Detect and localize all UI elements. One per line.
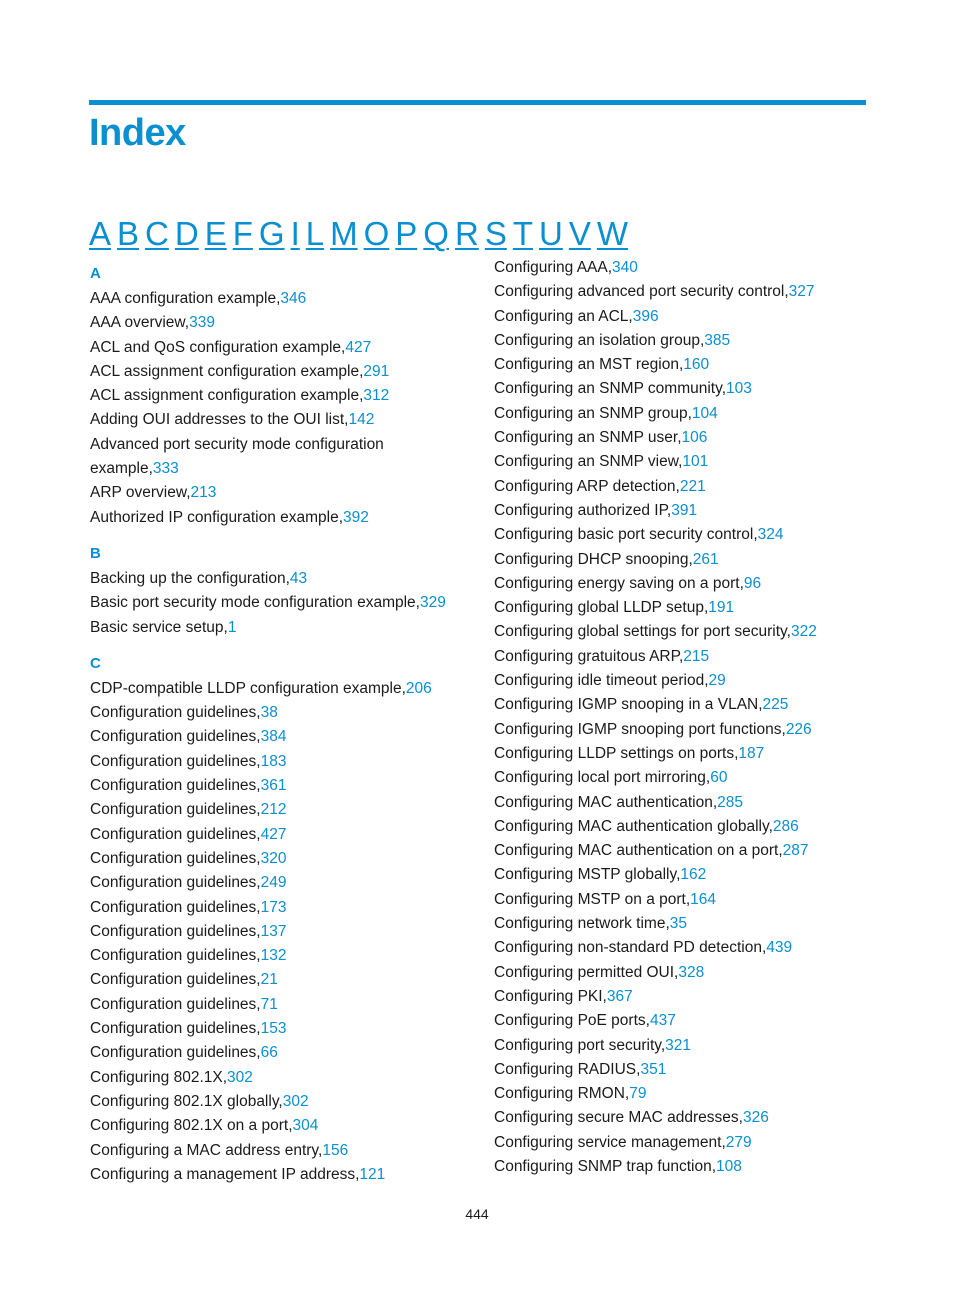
- entry-page-link[interactable]: 164: [690, 890, 717, 908]
- index-entry: [494, 280, 874, 304]
- index-entry: [90, 847, 470, 871]
- title-rule: [89, 100, 866, 105]
- entry-text: Basic port security mode configuration example,: [90, 594, 420, 612]
- index-entry: [90, 1114, 470, 1138]
- entry-page-link[interactable]: 156: [322, 1141, 349, 1159]
- index-entry: [90, 896, 470, 920]
- entry-text: Configuring an ACL,: [494, 307, 633, 325]
- entry-page-link[interactable]: 339: [189, 314, 215, 332]
- entry-page-link[interactable]: 437: [649, 1012, 676, 1030]
- entry-text: Configuring MSTP globally,: [494, 866, 681, 884]
- index-entry: [90, 408, 470, 432]
- entry-page-link[interactable]: 132: [260, 947, 287, 965]
- alpha-link-b[interactable]: B: [117, 215, 140, 252]
- index-entry: [494, 839, 874, 863]
- index-entry: [494, 669, 874, 693]
- entry-text: Configuring a MAC address entry,: [90, 1141, 323, 1159]
- entry-page-link[interactable]: 212: [260, 801, 287, 819]
- entry-page-link[interactable]: 439: [766, 939, 793, 957]
- entry-text: Configuring global LLDP setup,: [494, 599, 709, 617]
- entry-page-link[interactable]: 221: [679, 477, 706, 495]
- entry-text: Configuring idle timeout period,: [494, 672, 709, 690]
- entry-text: Adding OUI addresses to the OUI list,: [90, 411, 349, 429]
- entry-text: Configuring 802.1X globally,: [90, 1092, 283, 1110]
- entry-text: Configuring a management IP address,: [90, 1165, 360, 1183]
- entry-text: Configuring basic port security control,: [494, 526, 758, 544]
- entry-page-link[interactable]: 142: [348, 411, 375, 429]
- index-entry: [494, 596, 874, 620]
- entry-page-link[interactable]: 392: [343, 508, 369, 526]
- index-entry: [90, 944, 470, 968]
- alpha-link-c[interactable]: C: [145, 215, 169, 252]
- entry-text: ACL assignment configuration example,: [90, 362, 364, 380]
- entry-text: CDP-compatible LLDP configuration example,: [90, 679, 406, 697]
- entry-text: Configuring PKI,: [494, 987, 607, 1005]
- index-entry: [494, 1131, 874, 1155]
- entry-page-link[interactable]: 183: [260, 752, 287, 770]
- entry-page-link[interactable]: 286: [772, 817, 799, 835]
- index-entry: [494, 475, 874, 499]
- index-entry: [90, 1090, 470, 1114]
- entry-text: Configuring MAC authentication globally,: [494, 817, 773, 835]
- entry-page-link[interactable]: 361: [260, 777, 287, 795]
- page-number: 444: [465, 1206, 489, 1222]
- index-entry: [494, 985, 874, 1009]
- entry-page-link[interactable]: 103: [726, 380, 752, 398]
- entry-page-link[interactable]: 346: [280, 290, 307, 307]
- entry-page-link[interactable]: 302: [282, 1092, 309, 1110]
- entry-text: Basic service setup,: [90, 618, 228, 636]
- entry-text: Configuration guidelines,: [90, 874, 261, 892]
- entry-page-link[interactable]: 328: [678, 963, 705, 981]
- index-entry: [90, 360, 470, 384]
- entry-text: Configuring MAC authentication on a port,: [494, 842, 783, 860]
- alpha-link-d[interactable]: D: [174, 215, 199, 252]
- entry-text: Configuring RMON,: [494, 1085, 630, 1103]
- index-entry: [494, 1009, 874, 1033]
- index-entry: [494, 353, 874, 377]
- entry-text: Configuring an SNMP user,: [494, 429, 682, 447]
- entry-page-link[interactable]: 324: [757, 526, 784, 544]
- entry-page-link[interactable]: 329: [419, 594, 446, 612]
- entry-text: Configuration guidelines,: [90, 995, 261, 1013]
- entry-text: Configuration guidelines,: [90, 849, 261, 867]
- entry-page-link[interactable]: 351: [640, 1060, 667, 1078]
- entry-page-link[interactable]: 384: [260, 728, 287, 746]
- index-entry: [90, 287, 470, 311]
- alpha-link-e[interactable]: E: [204, 215, 227, 252]
- alpha-link-u[interactable]: U: [539, 215, 563, 252]
- index-entry: [90, 311, 470, 335]
- index-entry: [494, 863, 874, 887]
- index-entry: [494, 377, 874, 401]
- index-entry: [90, 750, 470, 774]
- index-entry: [494, 256, 874, 280]
- entry-text: Configuring SNMP trap function,: [494, 1157, 716, 1175]
- entry-text: Configuring ARP detection,: [494, 477, 680, 495]
- index-entry: [494, 1082, 874, 1106]
- entry-page-link[interactable]: 106: [681, 429, 708, 447]
- entry-text: Configuring gratuitous ARP,: [494, 647, 684, 665]
- index-entry: [494, 572, 874, 596]
- entry-page-link[interactable]: 66: [260, 1044, 278, 1062]
- entry-page-link[interactable]: 29: [708, 672, 726, 690]
- entry-page-link[interactable]: 21: [260, 971, 278, 989]
- index-entry: [494, 329, 874, 353]
- entry-text: Configuring DHCP snooping,: [494, 550, 693, 568]
- entry-text: Configuration guidelines,: [90, 752, 261, 770]
- entry-page-link[interactable]: 213: [190, 484, 217, 502]
- index-entry: [494, 936, 874, 960]
- entry-text: Configuration guidelines,: [90, 728, 261, 746]
- entry-text: ACL and QoS configuration example,: [90, 338, 346, 356]
- alpha-link-r[interactable]: R: [454, 215, 479, 252]
- index-entry: [90, 433, 470, 482]
- entry-page-link[interactable]: 396: [632, 307, 659, 325]
- alpha-link-s[interactable]: S: [484, 215, 507, 252]
- entry-text: Authorized IP configuration example,: [90, 508, 344, 526]
- entry-text: Configuration guidelines,: [90, 825, 261, 843]
- entry-page-link[interactable]: 291: [363, 362, 390, 380]
- entry-text: Configuring IGMP snooping port functions,: [494, 720, 786, 738]
- entry-page-link[interactable]: 191: [708, 599, 735, 617]
- entry-text: Configuring AAA,: [494, 259, 613, 276]
- index-entry: [90, 823, 470, 847]
- index-entry: [494, 305, 874, 329]
- entry-text: Configuring secure MAC addresses,: [494, 1109, 743, 1127]
- entry-text: AAA configuration example,: [90, 290, 281, 307]
- index-entry: [494, 645, 874, 669]
- entry-text: Configuration guidelines,: [90, 971, 261, 989]
- index-entry: [494, 791, 874, 815]
- entry-page-link[interactable]: 71: [260, 995, 278, 1013]
- entry-text: Configuring 802.1X on a port,: [90, 1117, 293, 1135]
- entry-page-link[interactable]: 162: [680, 866, 707, 884]
- page-title: Index: [89, 112, 186, 154]
- index-entry: [494, 718, 874, 742]
- index-left-column: [90, 256, 470, 1187]
- entry-page-link[interactable]: 391: [671, 501, 698, 519]
- alpha-link-a[interactable]: A: [89, 215, 112, 252]
- index-entry: [90, 920, 470, 944]
- index-entry: [494, 888, 874, 912]
- index-entry: [494, 1034, 874, 1058]
- entry-page-link[interactable]: 427: [260, 825, 287, 843]
- entry-page-link[interactable]: 326: [742, 1109, 769, 1127]
- entry-text: Configuring port security,: [494, 1036, 666, 1054]
- entry-page-link[interactable]: 249: [260, 874, 287, 892]
- entry-text: Configuration guidelines,: [90, 1020, 261, 1038]
- index-entry: [90, 1041, 470, 1065]
- index-entry: [494, 402, 874, 426]
- entry-text: Configuring local port mirroring,: [494, 769, 711, 787]
- entry-page-link[interactable]: 160: [683, 356, 710, 374]
- entry-text: Configuration guidelines,: [90, 801, 261, 819]
- entry-page-link[interactable]: 340: [612, 259, 638, 276]
- section-letter: A: [90, 265, 101, 282]
- entry-page-link[interactable]: 38: [260, 704, 278, 722]
- index-entry: [494, 426, 874, 450]
- alpha-link-t[interactable]: T: [512, 215, 533, 252]
- alphabet-nav: [89, 214, 634, 254]
- entry-text: ARP overview,: [90, 484, 191, 502]
- entry-page-link[interactable]: 285: [717, 793, 744, 811]
- entry-page-link[interactable]: 101: [682, 453, 709, 471]
- entry-text: Configuring non-standard PD detection,: [494, 939, 767, 957]
- entry-page-link[interactable]: 322: [790, 623, 817, 641]
- entry-page-link[interactable]: 60: [710, 769, 728, 787]
- entry-page-link[interactable]: 304: [292, 1117, 319, 1135]
- index-entry: [90, 871, 470, 895]
- entry-page-link[interactable]: 206: [405, 679, 432, 697]
- alpha-link-m[interactable]: M: [330, 215, 358, 252]
- entry-text: Configuration guidelines,: [90, 777, 261, 795]
- alpha-link-o[interactable]: O: [363, 215, 390, 252]
- entry-page-link[interactable]: 173: [260, 898, 287, 916]
- entry-page-link[interactable]: 287: [782, 842, 809, 860]
- index-entry: [90, 701, 470, 725]
- entry-text: Configuration guidelines,: [90, 947, 261, 965]
- entry-page-link[interactable]: 153: [260, 1020, 287, 1038]
- index-entry: [90, 481, 470, 505]
- entry-text: Configuring MSTP on a port,: [494, 890, 691, 908]
- alpha-link-q[interactable]: Q: [423, 215, 449, 252]
- entry-text: Configuration guidelines,: [90, 704, 261, 722]
- entry-page-link[interactable]: 121: [359, 1165, 386, 1183]
- entry-page-link[interactable]: 226: [785, 720, 812, 738]
- index-entry: [90, 993, 470, 1017]
- entry-page-link[interactable]: 427: [345, 338, 372, 356]
- entry-page-link[interactable]: 333: [152, 460, 179, 478]
- entry-text: Configuring an MST region,: [494, 356, 684, 374]
- index-entry: [90, 1017, 470, 1041]
- entry-text: Advanced port security mode configuration example,: [90, 435, 384, 478]
- entry-page-link[interactable]: 302: [227, 1068, 253, 1086]
- index-entry: [90, 677, 470, 701]
- index-entry: [494, 815, 874, 839]
- index-entry: [494, 450, 874, 474]
- entry-page-link[interactable]: 215: [683, 647, 710, 665]
- index-entry: [90, 1139, 470, 1163]
- index-entry: [494, 1058, 874, 1082]
- entry-text: ACL assignment configuration example,: [90, 387, 364, 405]
- index-entry: [90, 1163, 470, 1187]
- entry-text: Configuring PoE ports,: [494, 1012, 650, 1030]
- entry-text: Configuring an isolation group,: [494, 331, 705, 349]
- entry-text: Configuring network time,: [494, 915, 670, 933]
- entry-page-link[interactable]: 35: [669, 915, 687, 933]
- index-entry: [494, 1155, 874, 1179]
- entry-page-link[interactable]: 385: [704, 331, 731, 349]
- entry-text: Configuring 802.1X,: [90, 1068, 228, 1086]
- entry-page-link[interactable]: 104: [691, 404, 718, 422]
- index-entry: [494, 523, 874, 547]
- entry-page-link[interactable]: 261: [692, 550, 719, 568]
- section-letter: B: [90, 544, 101, 562]
- entry-text: Configuring authorized IP,: [494, 501, 672, 519]
- entry-text: Configuring an SNMP community,: [494, 380, 727, 398]
- entry-page-link[interactable]: 225: [762, 696, 789, 714]
- entry-page-link[interactable]: 279: [725, 1133, 752, 1151]
- alpha-link-f[interactable]: F: [232, 215, 253, 252]
- index-entry: [90, 384, 470, 408]
- index-entry: [90, 798, 470, 822]
- index-entry: [494, 1106, 874, 1130]
- index-entry: [494, 548, 874, 572]
- index-entry: [494, 693, 874, 717]
- index-entry: [90, 336, 470, 360]
- index-entry: [90, 968, 470, 992]
- alpha-link-l[interactable]: L: [305, 215, 325, 252]
- index-entry: [494, 961, 874, 985]
- entry-page-link[interactable]: 43: [289, 569, 308, 587]
- entry-page-link[interactable]: 187: [738, 744, 765, 762]
- entry-page-link[interactable]: 137: [260, 922, 287, 940]
- alpha-link-g[interactable]: G: [258, 215, 285, 252]
- entry-page-link[interactable]: 327: [788, 283, 815, 301]
- index-entry: [494, 742, 874, 766]
- entry-text: Configuring advanced port security control,: [494, 283, 789, 301]
- entry-text: Configuration guidelines,: [90, 922, 261, 940]
- entry-text: AAA overview,: [90, 314, 190, 332]
- entry-page-link[interactable]: 312: [363, 387, 390, 405]
- index-entry: [494, 499, 874, 523]
- index-entry: [90, 506, 470, 530]
- entry-page-link[interactable]: 367: [606, 987, 633, 1005]
- index-entry: [90, 567, 470, 591]
- index-entry: [494, 620, 874, 644]
- index-entry: [90, 774, 470, 798]
- alpha-link-v[interactable]: V: [568, 215, 591, 252]
- entry-text: Configuring RADIUS,: [494, 1060, 641, 1078]
- entry-text: Configuring energy saving on a port,: [494, 574, 744, 592]
- entry-text: Configuring IGMP snooping in a VLAN,: [494, 696, 763, 714]
- entry-text: Configuration guidelines,: [90, 898, 261, 916]
- index-right-column: [494, 256, 874, 1179]
- index-entry: [90, 616, 470, 640]
- entry-text: Configuration guidelines,: [90, 1044, 261, 1062]
- index-entry: [494, 766, 874, 790]
- entry-page-link[interactable]: 321: [665, 1036, 692, 1054]
- index-entry: [90, 591, 470, 615]
- entry-text: Configuring an SNMP view,: [494, 453, 683, 471]
- index-entry: [494, 912, 874, 936]
- entry-page-link[interactable]: 108: [716, 1157, 742, 1175]
- alpha-link-w[interactable]: W: [596, 215, 629, 252]
- entry-page-link[interactable]: 79: [629, 1085, 647, 1103]
- entry-text: Configuring service management,: [494, 1133, 726, 1151]
- entry-text: Configuring permitted OUI,: [494, 963, 679, 981]
- entry-text: Configuring MAC authentication,: [494, 793, 718, 811]
- index-entry: [90, 725, 470, 749]
- entry-text: Configuring global settings for port security,: [494, 623, 791, 641]
- entry-page-link[interactable]: 320: [260, 849, 287, 867]
- index-entry: [90, 1066, 470, 1090]
- entry-page-link[interactable]: 96: [743, 574, 762, 592]
- entry-text: Backing up the configuration,: [90, 569, 290, 587]
- entry-text: Configuring an SNMP group,: [494, 404, 692, 422]
- section-letter: C: [90, 654, 101, 672]
- alpha-link-p[interactable]: P: [395, 215, 418, 252]
- entry-text: Configuring LLDP settings on ports,: [494, 744, 739, 762]
- alpha-link-i[interactable]: I: [290, 215, 300, 252]
- entry-page-link[interactable]: 1: [227, 618, 237, 636]
